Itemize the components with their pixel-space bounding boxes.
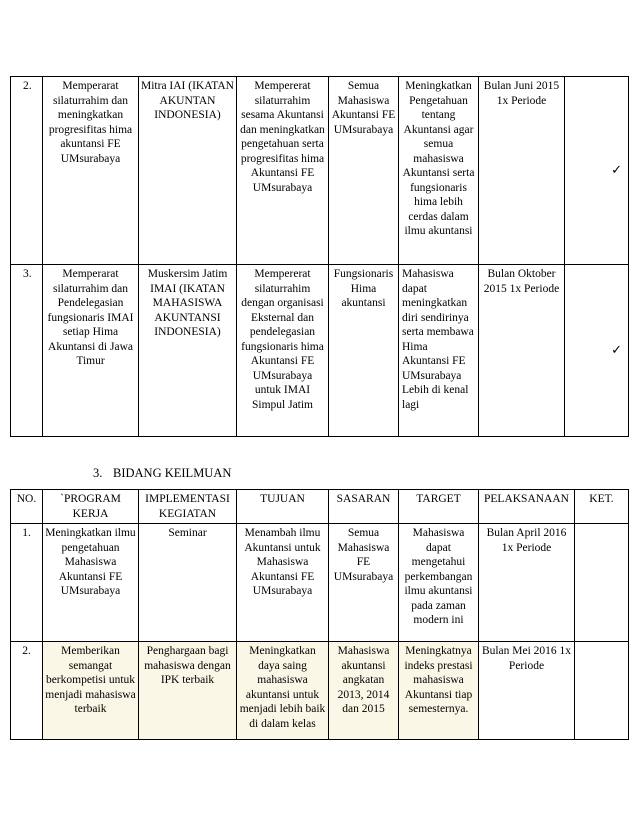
cell-implementasi: Muskersim Jatim IMAI (IKATAN MAHASISWA AKUNTANSI INDONESIA) — [139, 265, 237, 437]
section-number: 3. — [93, 466, 103, 480]
cell-sasaran: Fungsionaris Hima akuntansi — [329, 265, 399, 437]
cell-target: Meningkatkan Pengetahuan tentang Akuntansi agar semua mahasiswa Akuntansi serta fungsionaris hima lebih cerdas dalam ilmu akuntansi — [399, 77, 479, 265]
cell-program: Meningkatkan ilmu pengetahuan Mahasiswa Akuntansi FE UMsurabaya — [43, 524, 139, 642]
cell-no: 3. — [11, 265, 43, 437]
cell-sasaran: Semua Mahasiswa FE UMsurabaya — [329, 524, 399, 642]
header-implementasi: IMPLEMENTASI KEGIATAN — [139, 490, 237, 524]
cell-pelaksanaan: Bulan Mei 2016 1x Periode — [479, 642, 575, 740]
header-sasaran: SASARAN — [329, 490, 399, 524]
cell-tujuan: Meningkatkan daya saing mahasiswa akuntansi untuk menjadi lebih baik di dalam kelas — [237, 642, 329, 740]
header-no: NO. — [11, 490, 43, 524]
cell-no: 1. — [11, 524, 43, 642]
cell-implementasi: Seminar — [139, 524, 237, 642]
cell-tujuan: Mempererat silaturrahim dengan organisasi Eksternal dan pendelegasian fungsionaris hima Akuntansi FE UMsurabaya untuk IMAI Simpul Jatim — [237, 265, 329, 437]
cell-no: 2. — [11, 642, 43, 740]
cell-tujuan: Menambah ilmu Akuntansi untuk Mahasiswa Akuntansi FE UMsurabaya — [237, 524, 329, 642]
cell-program: Memperarat silaturrahim dan Pendelegasian fungsionaris IMAI setiap Hima Akuntansi di Jawa Timur — [43, 265, 139, 437]
header-target: TARGET — [399, 490, 479, 524]
cell-program: Memperarat silaturrahim dan meningkatkan progresifitas hima akuntansi FE UMsurabaya — [43, 77, 139, 265]
checkmark-icon: ✓ — [565, 77, 629, 265]
cell-sasaran: Mahasiswa akuntansi angkatan 2013, 2014 dan 2015 — [329, 642, 399, 740]
cell-tujuan: Mempererat silaturrahim sesama Akuntansi dan meningkatkan pengetahuan serta progresifitas hima Akuntansi FE UMsurabaya — [237, 77, 329, 265]
program-table-continued — [10, 76, 629, 437]
cell-ket — [575, 642, 629, 740]
cell-pelaksanaan: Bulan April 2016 1x Periode — [479, 524, 575, 642]
cell-pelaksanaan: Bulan Juni 2015 1x Periode — [479, 77, 565, 265]
bidang-keilmuan-table — [10, 489, 629, 740]
cell-ket — [575, 524, 629, 642]
cell-target: Mahasiswa dapat mengetahui perkembangan ilmu akuntansi pada zaman modern ini — [399, 524, 479, 642]
section-title: BIDANG KEILMUAN — [113, 466, 232, 480]
cell-program: Memberikan semangat berkompetisi untuk menjadi mahasiswa terbaik — [43, 642, 139, 740]
header-tujuan: TUJUAN — [237, 490, 329, 524]
section-heading — [93, 466, 231, 481]
table-row — [11, 524, 629, 642]
cell-target: Meningkatnya indeks prestasi mahasiswa Akuntansi tiap semesternya. — [399, 642, 479, 740]
checkmark-icon: ✓ — [565, 265, 629, 437]
table-header-row — [11, 490, 629, 524]
cell-target: Mahasiswa dapat meningkatkan diri sendirinya serta membawa Hima Akuntansi FE UMsurabaya Lebih di kenal lagi — [399, 265, 479, 437]
table-row — [11, 642, 629, 740]
header-program: `PROGRAM KERJA — [43, 490, 139, 524]
header-pelaksanaan: PELAKSANAAN — [479, 490, 575, 524]
cell-sasaran: Semua Mahasiswa Akuntansi FE UMsurabaya — [329, 77, 399, 265]
cell-implementasi: Mitra IAI (IKATAN AKUNTAN INDONESIA) — [139, 77, 237, 265]
cell-no: 2. — [11, 77, 43, 265]
header-ket: KET. — [575, 490, 629, 524]
cell-implementasi: Penghargaan bagi mahasiswa dengan IPK terbaik — [139, 642, 237, 740]
table-row — [11, 77, 629, 265]
table-row — [11, 265, 629, 437]
cell-pelaksanaan: Bulan Oktober 2015 1x Periode — [479, 265, 565, 437]
